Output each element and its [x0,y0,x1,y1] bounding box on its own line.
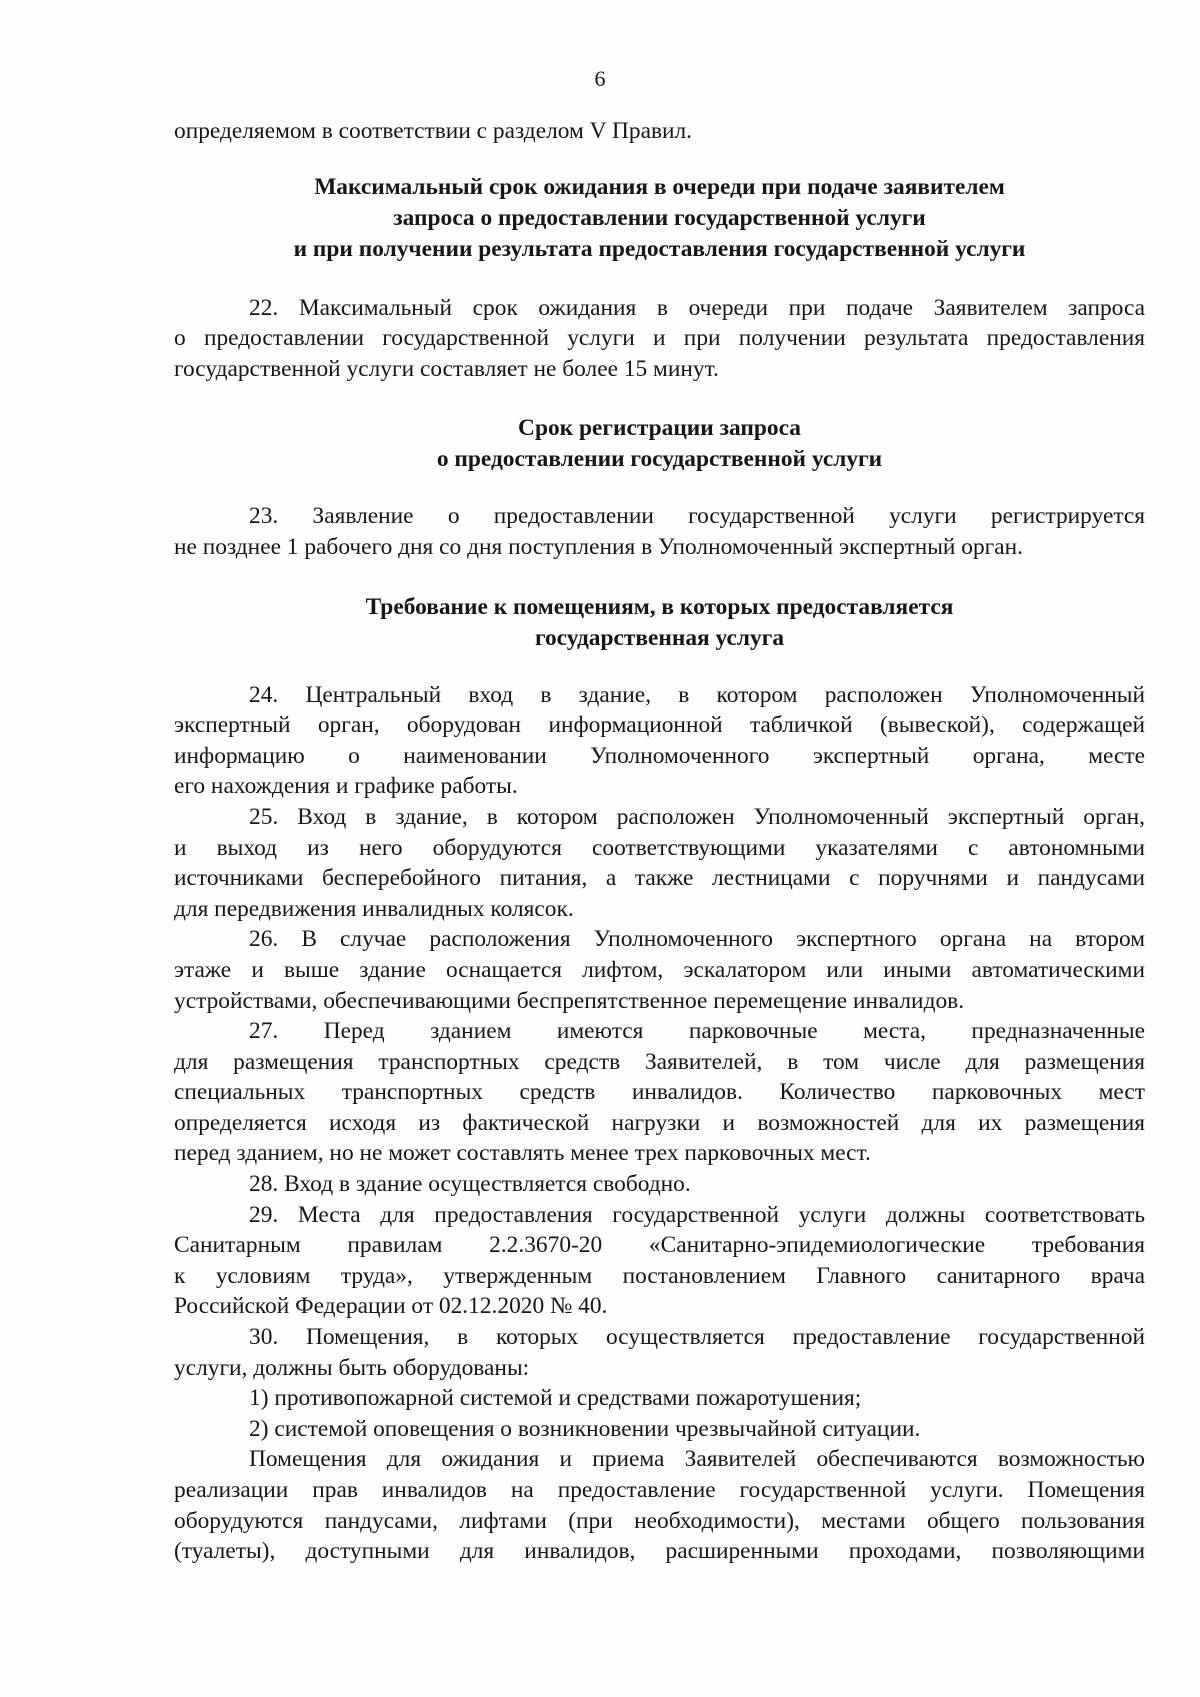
text-line: информацию о наименовании Уполномоченного экспертный органа, месте [174,742,1145,769]
text-line: 24. Центральный вход в здание, в котором расположен Уполномоченный [249,681,1145,708]
text-line: экспертный орган, оборудован информационной табличкой (вывеской), содержащей [174,712,1145,739]
page-number: 6 [594,66,606,91]
text-line: 29. Места для предоставления государственной услуги должны соответствовать [249,1201,1145,1228]
paragraph-29 [174,1200,1145,1322]
intro-line: определяемом в соответствии с разделом V Правил. [174,118,693,144]
text-line: 25. Вход в здание, в котором расположен Уполномоченный экспертный орган, [249,803,1145,830]
paragraph-26 [174,924,1145,1016]
paragraph-30 [174,1322,1145,1383]
text-line: специальных транспортных средств инвалидов. Количество парковочных мест [174,1079,1145,1106]
heading-queue-waiting-time [174,172,1145,265]
heading-premises-requirements [174,592,1145,654]
paragraph-23 [174,501,1145,562]
text-line: для передвижения инвалидных колясок. [174,895,574,922]
paragraph-27 [174,1016,1145,1169]
text-line: 23. Заявление о предоставлении государственной услуги регистрируется [249,503,1145,530]
text-line: 22. Максимальный срок ожидания в очереди при подаче Заявителем запроса [249,294,1145,321]
page-body [174,116,1145,1567]
text-line: о предоставлении государственной услуги и при получении результата предоставления [174,325,1145,352]
paragraph-25 [174,802,1145,924]
paragraph-waiting-rooms [174,1444,1145,1566]
heading-line: государственная услуга [534,624,785,651]
text-line: к условиям труда», утвержденным постановлением Главного санитарного врача [174,1262,1145,1289]
text-line: 28. Вход в здание осуществляется свободно. [249,1171,691,1198]
text-line: Помещения для ожидания и приема Заявителей обеспечиваются возможностью [249,1446,1145,1473]
text-line: определяется исходя из фактической нагрузки и возможностей для их размещения [174,1109,1145,1136]
text-line: источниками бесперебойного питания, а также лестницами с поручнями и пандусами [174,865,1145,892]
paragraph-22 [174,293,1145,385]
text-line: 2) системой оповещения о возникновении чрезвычайной ситуации. [249,1415,921,1442]
text-line: услуги, должны быть оборудованы: [174,1354,530,1381]
paragraph-24 [174,680,1145,802]
text-line: 30. Помещения, в которых осуществляется предоставление государственной [249,1324,1145,1351]
heading-line: Требование к помещениям, в которых предоставляется [365,593,954,620]
heading-line: Максимальный срок ожидания в очереди при подаче заявителем [314,173,1005,200]
text-line: этаже и выше здание оснащается лифтом, эскалатором или иными автоматическими [174,956,1145,983]
heading-registration-term [174,413,1145,475]
text-line: для размещения транспортных средств Заявителей, в том числе для размещения [174,1048,1145,1075]
text-line: реализации прав инвалидов на предоставление государственной услуги. Помещения [174,1477,1145,1503]
text-line: его нахождения и графике работы. [174,773,518,800]
list-item-1 [174,1383,1145,1414]
heading-line: о предоставлении государственной услуги [436,446,883,473]
heading-line: и при получении результата предоставления государственной услуги [293,235,1026,262]
text-line: не позднее 1 рабочего дня со дня поступления в Уполномоченный экспертный орган. [174,533,1024,560]
text-line: перед зданием, но не может составлять менее трех парковочных мест. [174,1140,871,1167]
heading-line: запроса о предоставлении государственной услуги [393,204,926,231]
text-line: устройствами, обеспечивающими беспрепятственное перемещение инвалидов. [174,987,965,1014]
text-line: 27. Перед зданием имеются парковочные места, предназначенные [249,1018,1145,1045]
list-item-2 [174,1414,1145,1445]
text-line: Российской Федерации от 02.12.2020 № 40. [174,1293,608,1320]
text-line: Санитарным правилам 2.2.3670-20 «Санитарно-эпидемиологические требования [174,1232,1145,1259]
heading-line: Срок регистрации запроса [518,415,801,442]
text-line: 1) противопожарной системой и средствами пожаротушения; [249,1385,862,1412]
text-line: государственной услуги составляет не более 15 минут. [174,355,719,382]
text-line: и выход из него оборудуются соответствующими указателями с автономными [174,834,1145,861]
text-line: оборудуются пандусами, лифтами (при необходимости), местами общего пользования [174,1507,1145,1534]
text-line: (туалеты), доступными для инвалидов, расширенными проходами, позволяющими [174,1538,1145,1565]
text-line: 26. В случае расположения Уполномоченного экспертного органа на втором [249,926,1145,953]
paragraph-28 [174,1169,1145,1200]
